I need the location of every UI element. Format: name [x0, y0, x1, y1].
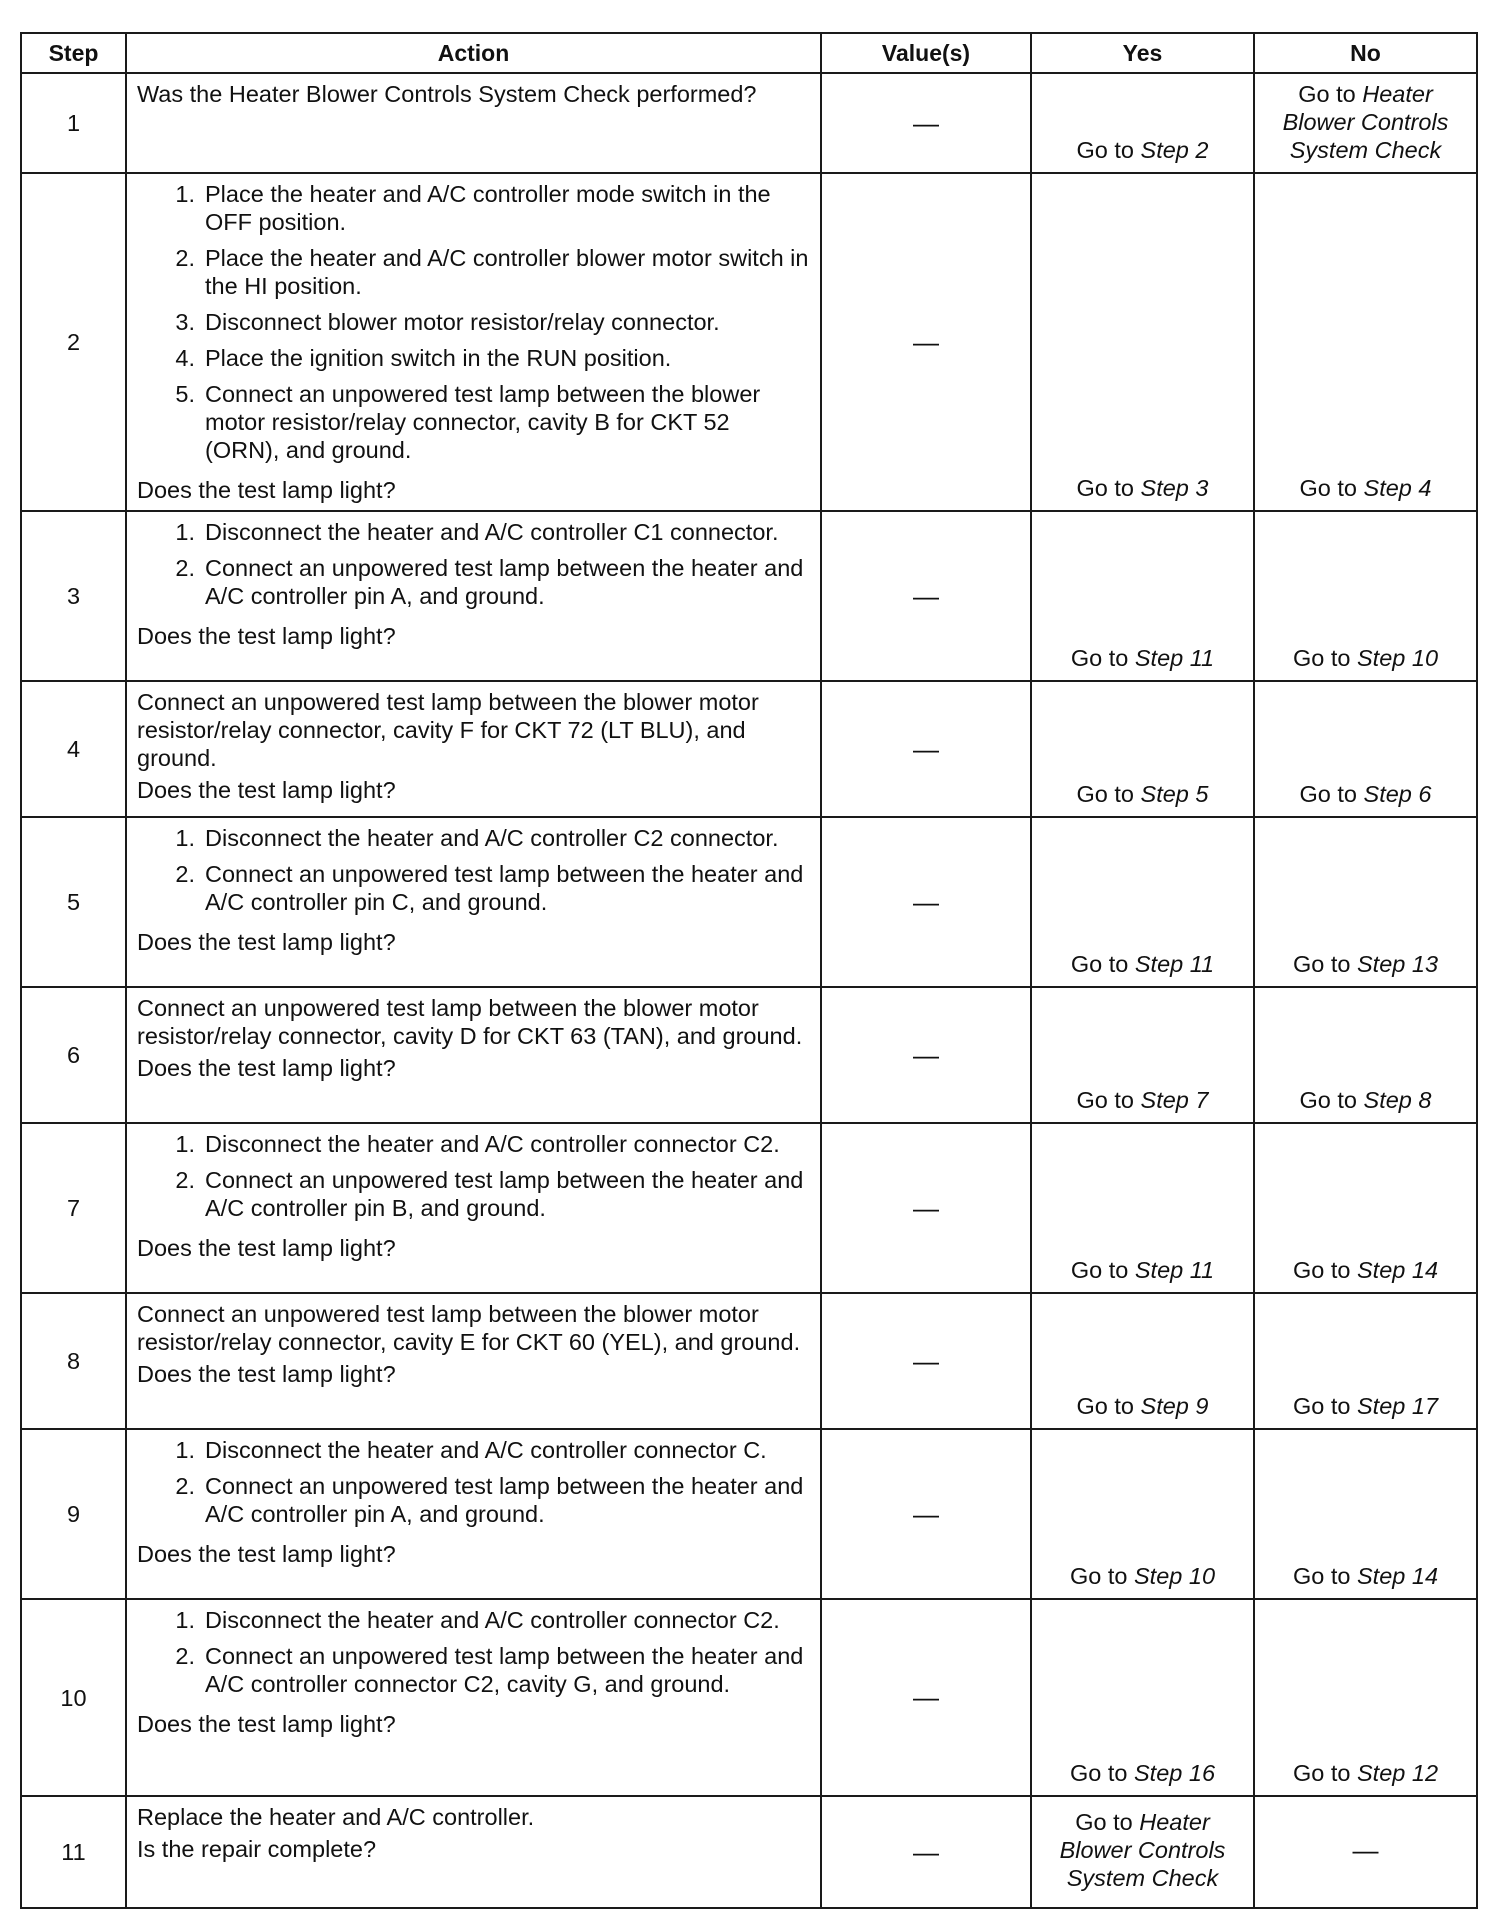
header-step: Step [21, 33, 126, 73]
list-item-number: 2. [175, 245, 195, 271]
value-cell [821, 1123, 1031, 1293]
yes-cell [1031, 681, 1254, 817]
no-cell [1254, 1123, 1477, 1293]
action-instructions [137, 1130, 810, 1230]
value-text: — [913, 1836, 939, 1867]
action-question: Does the test lamp light? [137, 777, 396, 803]
list-item-number: 1. [175, 519, 195, 545]
value-cell [821, 817, 1031, 987]
no-prefix: Go to [1299, 781, 1364, 807]
yes-target: Step 11 [1134, 645, 1215, 671]
value-text: — [913, 886, 939, 917]
list-item-number: 1. [175, 825, 195, 851]
list-item [137, 180, 810, 236]
action-question: Does the test lamp light? [137, 1541, 396, 1567]
list-item [137, 554, 810, 610]
list-item [137, 860, 810, 916]
no-target: Step 17 [1357, 1393, 1439, 1419]
action-content [137, 180, 810, 504]
value-cell [821, 987, 1031, 1123]
value-cell [821, 1796, 1031, 1908]
list-item-number: 1. [175, 1131, 195, 1157]
yes-cell [1031, 1796, 1254, 1908]
value-cell [821, 73, 1031, 173]
yes-prefix: Go to [1076, 781, 1141, 807]
table-row [21, 681, 1477, 817]
list-item-text: Disconnect the heater and A/C controller C2 connector. [205, 825, 779, 851]
list-item-number: 2. [175, 1643, 195, 1669]
step-number: 11 [21, 1796, 126, 1908]
action-question: Does the test lamp light? [137, 1711, 396, 1737]
table-row [21, 1123, 1477, 1293]
action-content [137, 1436, 810, 1568]
header-values: Value(s) [821, 33, 1031, 73]
header-row [21, 33, 1477, 73]
header-yes: Yes [1031, 33, 1254, 73]
action-instructions [137, 1803, 810, 1831]
yes-target: Step 10 [1134, 1563, 1216, 1589]
action-cell [126, 173, 821, 511]
action-content [137, 994, 810, 1082]
list-item-text: Place the heater and A/C controller mode switch in the OFF position. [205, 181, 771, 235]
no-prefix: Go to [1298, 81, 1363, 107]
no-cell [1254, 511, 1477, 681]
action-instructions [137, 824, 810, 924]
action-instructions [137, 994, 810, 1050]
table-row [21, 987, 1477, 1123]
yes-prefix: Go to [1076, 1087, 1141, 1113]
action-intro: Connect an unpowered test lamp between the blower motor resistor/relay connector, cavity F for CKT 72 (LT BLU), and ground. [137, 689, 759, 771]
action-intro: Connect an unpowered test lamp between the blower motor resistor/relay connector, cavity E for CKT 60 (YEL), and ground. [137, 1301, 801, 1355]
action-list [137, 1436, 810, 1528]
value-text: — [913, 107, 939, 138]
yes-prefix: Go to [1070, 645, 1135, 671]
yes-target: Step 9 [1140, 1393, 1209, 1419]
action-question: Does the test lamp light? [137, 929, 396, 955]
value-text: — [913, 1682, 939, 1712]
action-question: Does the test lamp light? [137, 1055, 396, 1081]
list-item-text: Disconnect blower motor resistor/relay connector. [205, 309, 720, 335]
value-cell [821, 681, 1031, 817]
table-row [21, 173, 1477, 511]
list-item-text: Connect an unpowered test lamp between the heater and A/C controller pin B, and ground. [205, 1167, 804, 1221]
no-target: Step 12 [1357, 1760, 1439, 1786]
list-item-number: 1. [175, 181, 195, 207]
action-cell [126, 1599, 821, 1796]
action-cell [126, 511, 821, 681]
list-item-number: 3. [175, 309, 195, 335]
action-cell [126, 681, 821, 817]
yes-prefix: Go to [1070, 951, 1135, 977]
yes-cell [1031, 1599, 1254, 1796]
action-content [137, 1300, 810, 1388]
list-item-text: Connect an unpowered test lamp between the heater and A/C controller connector C2, cavity G, and ground. [205, 1643, 804, 1697]
no-cell [1254, 817, 1477, 987]
no-target: Step 8 [1363, 1087, 1432, 1113]
action-question: Does the test lamp light? [137, 1235, 396, 1261]
action-instructions [137, 80, 810, 108]
value-text: — [913, 326, 939, 357]
list-item [137, 1130, 810, 1158]
list-item-text: Connect an unpowered test lamp between the blower motor resistor/relay connector, cavity B for CKT 52 (ORN), and ground. [205, 381, 761, 463]
no-target: Step 4 [1363, 475, 1432, 501]
step-number: 4 [21, 681, 126, 817]
list-item [137, 824, 810, 852]
yes-target: Step 7 [1140, 1087, 1209, 1113]
action-content [137, 518, 810, 650]
list-item-number: 4. [175, 345, 195, 371]
action-intro: Connect an unpowered test lamp between the blower motor resistor/relay connector, cavity D for CKT 63 (TAN), and ground. [137, 995, 803, 1049]
no-prefix: Go to [1299, 1087, 1364, 1113]
list-item [137, 1472, 810, 1528]
action-cell [126, 73, 821, 173]
step-number: 1 [21, 73, 126, 173]
list-item [137, 308, 810, 336]
action-intro: Was the Heater Blower Controls System Check performed? [137, 81, 757, 107]
list-item-text: Disconnect the heater and A/C controller connector C. [205, 1437, 767, 1463]
yes-cell [1031, 173, 1254, 511]
action-list [137, 180, 810, 464]
yes-prefix: Go to [1069, 1760, 1134, 1786]
value-text: — [913, 1039, 939, 1070]
yes-target: Step 16 [1134, 1760, 1216, 1786]
no-prefix: Go to [1292, 1760, 1357, 1786]
list-item-number: 5. [175, 381, 195, 407]
action-instructions [137, 1606, 810, 1706]
action-content [137, 688, 810, 804]
step-number: 8 [21, 1293, 126, 1429]
list-item-text: Connect an unpowered test lamp between the heater and A/C controller pin A, and ground. [205, 1473, 804, 1527]
list-item-number: 2. [175, 861, 195, 887]
list-item-number: 1. [175, 1607, 195, 1633]
action-list [137, 1130, 810, 1222]
list-item [137, 244, 810, 300]
yes-prefix: Go to [1076, 137, 1141, 163]
action-list [137, 518, 810, 610]
list-item [137, 380, 810, 464]
step-number: 9 [21, 1429, 126, 1599]
action-cell [126, 1123, 821, 1293]
no-cell [1254, 1599, 1477, 1796]
step-number: 2 [21, 173, 126, 511]
yes-prefix: Go to [1075, 1809, 1140, 1835]
yes-cell [1031, 987, 1254, 1123]
step-number: 6 [21, 987, 126, 1123]
action-cell [126, 1429, 821, 1599]
no-prefix: Go to [1292, 645, 1357, 671]
yes-prefix: Go to [1069, 1563, 1134, 1589]
action-content [137, 80, 810, 108]
yes-prefix: Go to [1076, 475, 1141, 501]
action-cell [126, 1796, 821, 1908]
diagnostic-table [20, 32, 1478, 1909]
list-item [137, 1436, 810, 1464]
yes-cell [1031, 73, 1254, 173]
header-no: No [1254, 33, 1477, 73]
table-row [21, 1429, 1477, 1599]
list-item-text: Disconnect the heater and A/C controller C1 connector. [205, 519, 779, 545]
yes-target: Step 2 [1140, 137, 1209, 163]
action-question: Does the test lamp light? [137, 1361, 396, 1387]
header-action: Action [126, 33, 821, 73]
yes-cell [1031, 1429, 1254, 1599]
table-row [21, 1796, 1477, 1908]
action-list [137, 824, 810, 916]
yes-cell [1031, 1123, 1254, 1293]
action-content [137, 1803, 810, 1863]
table-row [21, 817, 1477, 987]
yes-cell [1031, 1293, 1254, 1429]
yes-cell [1031, 511, 1254, 681]
table-row [21, 511, 1477, 681]
list-item-text: Disconnect the heater and A/C controller connector C2. [205, 1607, 780, 1633]
step-number: 7 [21, 1123, 126, 1293]
action-cell [126, 1293, 821, 1429]
table-row [21, 1599, 1477, 1796]
list-item [137, 1166, 810, 1222]
list-item [137, 518, 810, 546]
action-instructions [137, 688, 810, 772]
list-item-text: Disconnect the heater and A/C controller connector C2. [205, 1131, 780, 1157]
step-number: 10 [21, 1599, 126, 1796]
action-instructions [137, 180, 810, 472]
list-item [137, 1642, 810, 1698]
list-item [137, 1606, 810, 1634]
no-target: Step 14 [1357, 1563, 1439, 1589]
step-number: 5 [21, 817, 126, 987]
action-cell [126, 987, 821, 1123]
value-cell [821, 511, 1031, 681]
action-cell [126, 817, 821, 987]
action-content [137, 1606, 810, 1738]
list-item [137, 344, 810, 372]
yes-target: Step 3 [1140, 475, 1209, 501]
action-list [137, 1606, 810, 1698]
value-text: — [913, 1345, 939, 1376]
no-target: Step 14 [1357, 1257, 1439, 1283]
value-cell [821, 173, 1031, 511]
no-cell [1254, 987, 1477, 1123]
yes-target: Step 5 [1140, 781, 1209, 807]
no-target: — [1352, 1834, 1379, 1865]
value-text: — [913, 1498, 939, 1529]
list-item-text: Place the heater and A/C controller blower motor switch in the HI position. [205, 245, 809, 299]
step-number: 3 [21, 511, 126, 681]
yes-target: Step 11 [1134, 1257, 1215, 1283]
no-cell [1254, 173, 1477, 511]
no-target: Step 10 [1357, 645, 1439, 671]
yes-target: Step 11 [1134, 951, 1215, 977]
action-content [137, 824, 810, 956]
action-question: Does the test lamp light? [137, 477, 396, 503]
list-item-number: 1. [175, 1437, 195, 1463]
yes-prefix: Go to [1076, 1393, 1141, 1419]
no-prefix: Go to [1292, 1257, 1357, 1283]
action-instructions [137, 518, 810, 618]
list-item-text: Connect an unpowered test lamp between the heater and A/C controller pin C, and ground. [205, 861, 804, 915]
no-target: Heater Blower Controls System Check [1282, 81, 1449, 163]
no-cell [1254, 1796, 1477, 1908]
value-cell [821, 1599, 1031, 1796]
yes-prefix: Go to [1070, 1257, 1135, 1283]
action-question: Is the repair complete? [137, 1836, 377, 1862]
value-text: — [913, 733, 939, 764]
list-item-text: Connect an unpowered test lamp between the heater and A/C controller pin A, and ground. [205, 555, 804, 609]
action-instructions [137, 1436, 810, 1536]
no-cell [1254, 681, 1477, 817]
table-body [21, 73, 1477, 1908]
action-content [137, 1130, 810, 1262]
no-cell [1254, 1429, 1477, 1599]
no-cell [1254, 1293, 1477, 1429]
yes-cell [1031, 817, 1254, 987]
table-row [21, 1293, 1477, 1429]
list-item-text: Place the ignition switch in the RUN position. [205, 345, 672, 371]
list-item-number: 2. [175, 555, 195, 581]
value-text: — [913, 1192, 939, 1223]
list-item-number: 2. [175, 1167, 195, 1193]
no-cell [1254, 73, 1477, 173]
value-cell [821, 1293, 1031, 1429]
yes-target: Heater Blower Controls System Check [1059, 1809, 1226, 1891]
value-cell [821, 1429, 1031, 1599]
action-question: Does the test lamp light? [137, 623, 396, 649]
no-prefix: Go to [1292, 951, 1357, 977]
value-text: — [913, 580, 939, 611]
no-target: Step 6 [1363, 781, 1432, 807]
action-intro: Replace the heater and A/C controller. [137, 1804, 535, 1830]
action-instructions [137, 1300, 810, 1356]
list-item-number: 2. [175, 1473, 195, 1499]
no-target: Step 13 [1357, 951, 1439, 977]
no-prefix: Go to [1292, 1563, 1357, 1589]
no-prefix: Go to [1299, 475, 1364, 501]
no-prefix: Go to [1292, 1393, 1357, 1419]
table-row [21, 73, 1477, 173]
